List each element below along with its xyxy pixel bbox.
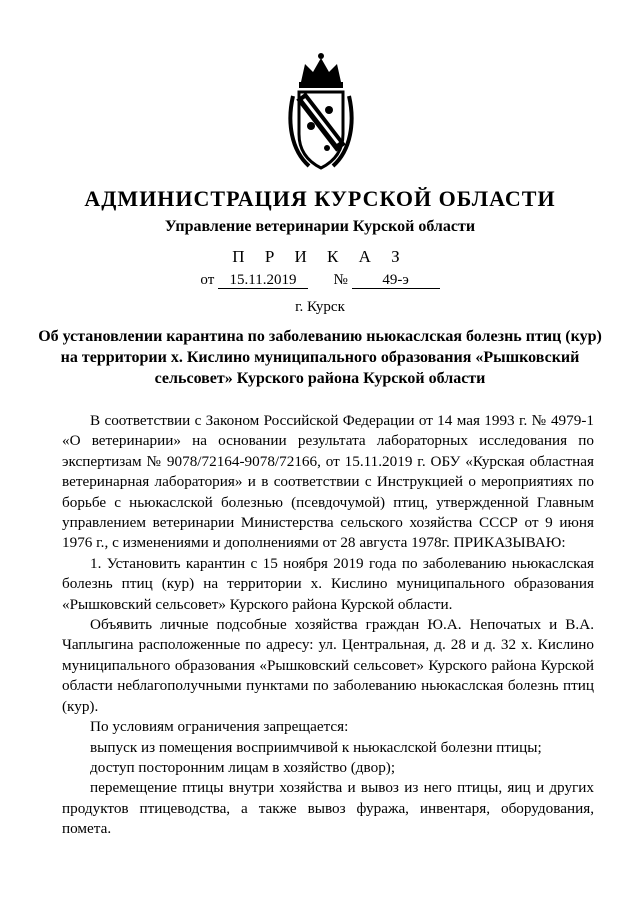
- paragraph-preamble: В соответствии с Законом Российской Федерации от 14 мая 1993 г. № 4979-1 «О ветеринарии» на основании результата лабораторных исследования по экспертизам № 9078/72164-9078/72166, от 15.11.2019 г. ОБУ «Курская областная ветеринарная лаборатория» и в соответствии с Инструкцией о мероприятиях по борьбе с ньюкаслской болезнью (псевдочумой) птиц, утвержденной Главным управлением ветеринарии Министерства сельского хозяйства СССР от 9 июня 1976 г., с изменениями и дополнениями от 28 августа 1978г. ПРИКАЗЫВАЮ:: [62, 412, 594, 552]
- date-number-line: [0, 272, 640, 289]
- order-body: [62, 411, 594, 840]
- paragraph-restriction-3: перемещение птицы внутри хозяйства и вывоз из него птицы, яиц и других продуктов птицеводства, а также вывоз фуража, инвентаря, оборудования, помета.: [62, 779, 594, 838]
- date-prefix: от: [200, 272, 215, 288]
- paragraph-restriction-2: доступ посторонним лицам в хозяйство (двор);: [90, 758, 396, 776]
- paragraph-restriction-1: выпуск из помещения восприимчивой к ньюкаслской болезни птицы;: [90, 738, 542, 756]
- department-name: Управление ветеринарии Курской области: [164, 218, 476, 235]
- title-line-1: Об установлении карантина по заболеванию ньюкаслская болезнь птиц (кур): [38, 328, 602, 345]
- document-type: П Р И К А З: [232, 247, 408, 266]
- number-prefix: №: [333, 272, 348, 288]
- kursk-coat-of-arms-icon: [287, 52, 355, 172]
- paragraph-item-1: 1. Установить карантин с 15 ноября 2019 года по заболеванию ньюкаслская болезнь птиц (кур) на территории х. Кислино муниципального образования «Рышковский сельсовет» Курского района Курской области.: [62, 554, 594, 613]
- paragraph-restrictions-heading: По условиям ограничения запрещается:: [90, 718, 349, 736]
- order-date: 15.11.2019: [218, 273, 308, 289]
- organization-name: АДМИНИСТРАЦИЯ КУРСКОЙ ОБЛАСТИ: [84, 186, 556, 211]
- paragraph-announce: Объявить личные подсобные хозяйства граждан Ю.А. Непочатых и В.А. Чаплыгина расположенные по адресу: ул. Центральная, д. 28 и д. 32 х. Кислино муниципального образования «Рышковский сельсовет» Курского района Курской области неблагополучными пунктами по заболеванию ньюкаслская болезнь птиц (кур).: [62, 616, 594, 715]
- title-line-3: сельсовет» Курского района Курской области: [154, 370, 486, 387]
- city: г. Курск: [295, 299, 345, 315]
- order-number: 49-э: [352, 273, 440, 289]
- title-line-2: на территории х. Кислино муниципального образования «Рышковский: [60, 349, 580, 366]
- order-title: [0, 326, 640, 389]
